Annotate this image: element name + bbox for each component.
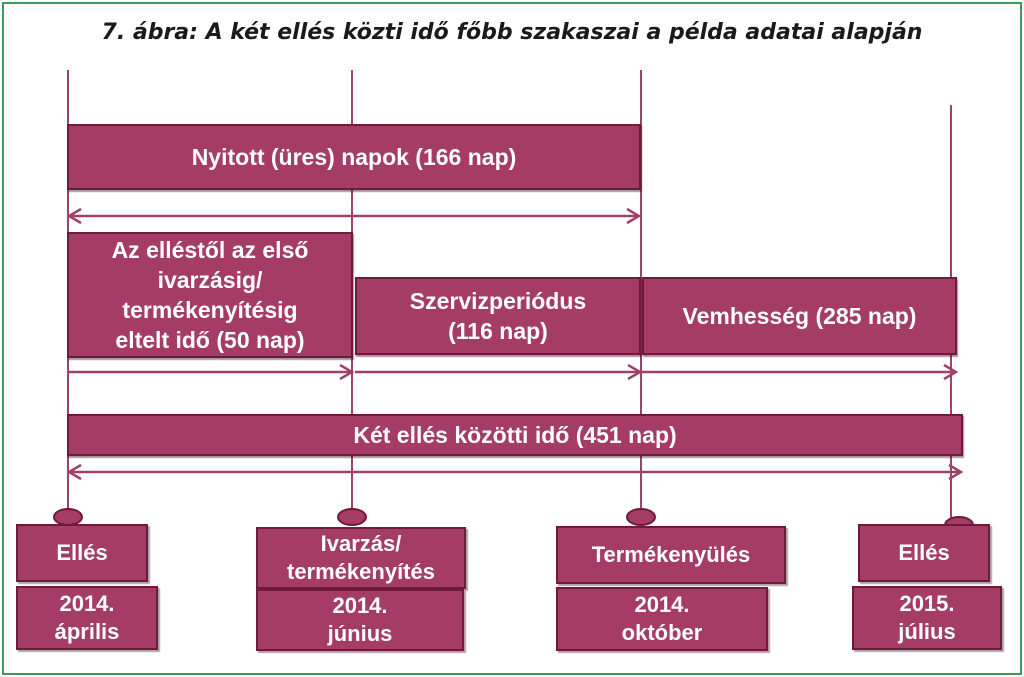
event-name-calving-2015: Ellés (858, 524, 990, 582)
figure-title: 7. ábra: A két ellés közti idő főbb szakaszai a példa adatai alapján (101, 20, 923, 45)
event-date-calving-2014: 2014. április (16, 586, 158, 650)
event-name-insemination: Ivarzás/ termékenyítés (256, 527, 466, 589)
first-insemination-arrow (67, 362, 354, 382)
event-marker-insemination (337, 508, 367, 526)
event-date-insemination: 2014. június (256, 589, 464, 651)
open-days-bar: Nyitott (üres) napok (166 nap) (67, 124, 641, 190)
pregnancy-arrow (642, 362, 958, 382)
open-days-arrow (67, 206, 641, 226)
calving-interval-arrow (67, 462, 963, 482)
event-name-conception: Termékenyülés (556, 526, 786, 584)
event-date-calving-2015: 2015. július (852, 586, 1002, 650)
calving-interval-bar: Két ellés közötti idő (451 nap) (67, 414, 963, 456)
event-date-conception: 2014. október (556, 587, 768, 651)
service-period-arrow (355, 362, 642, 382)
first-insemination-bar: Az elléstől az első ivarzásig/ termékenyítésig eltelt idő (50 nap) (67, 232, 353, 358)
pregnancy-bar: Vemhesség (285 nap) (642, 277, 957, 355)
service-period-bar: Szervizperiódus (116 nap) (355, 277, 641, 355)
event-name-calving-2014: Ellés (16, 524, 148, 582)
event-marker-conception (626, 508, 656, 526)
